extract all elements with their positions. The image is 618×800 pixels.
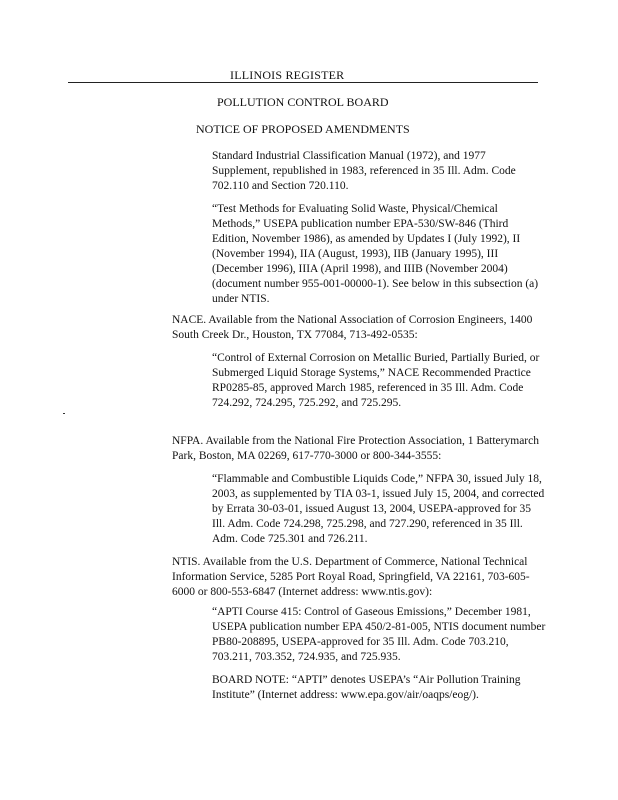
apti-course-paragraph: “APTI Course 415: Control of Gaseous Emissions,” December 1981, USEPA publication number EPA 450/2-81-005, NTIS document number PB80-208895, USEPA-approved for 35 Ill. Adm. Code 703.210, 703.211, 703.352, 724.935, and 725.935. <box>212 606 546 663</box>
nfpa-paragraph: NFPA. Available from the National Fire Protection Association, 1 Batterymarch Park, Boston, MA 02269, 617-770-3000 or 800-344-3555: <box>172 435 539 462</box>
ntis-paragraph: NTIS. Available from the U.S. Department of Commerce, National Technical Information Service, 5285 Port Royal Road, Springfield, VA 22161, 703-605-6000 or 800-553-6847 (Internet address: www.ntis.gov): <box>172 556 530 598</box>
test-methods-paragraph: “Test Methods for Evaluating Solid Waste, Physical/Chemical Methods,” USEPA publication number EPA-530/SW-846 (Third Edition, November 1986), as amended by Updates I (July 1992), II (November 1994), IIA (August, 1993), IIB (January 1995), III (December 1996), IIIA (April 1998), and IIIB (November 2004) (document number 955-001-00000-1). See below in this subsection (a) under NTIS. <box>212 203 539 305</box>
header-rule <box>68 82 538 83</box>
notice-title: NOTICE OF PROPOSED AMENDMENTS <box>196 122 410 136</box>
scan-speck <box>63 413 65 414</box>
nfpa-code-paragraph: “Flammable and Combustible Liquids Code,” NFPA 30, issued July 18, 2003, as supplemented by TIA 03-1, issued July 15, 2004, and corrected by Errata 30-03-01, issued August 13, 2004, USEPA-approved for 35 Ill. Adm. Code 724.298, 725.298, and 727.290, referenced in 35 Ill. Adm. Code 725.301 and 726.211. <box>212 473 545 545</box>
nace-practice-paragraph: “Control of External Corrosion on Metallic Buried, Partially Buried, or Submerged Liquid Storage Systems,” NACE Recommended Practice RP0285-85, approved March 1985, referenced in 35 Ill. Adm. Code 724.292, 724.295, 725.292, and 725.295. <box>212 352 540 409</box>
sic-manual-paragraph: Standard Industrial Classification Manual (1972), and 1977 Supplement, republished in 1983, referenced in 35 Ill. Adm. Code 702.110 and Section 720.110. <box>212 150 516 192</box>
nace-paragraph: NACE. Available from the National Association of Corrosion Engineers, 1400 South Creek Dr., Houston, TX 77084, 713-492-0535: <box>172 314 533 341</box>
register-header: ILLINOIS REGISTER <box>230 68 345 82</box>
board-note-paragraph: BOARD NOTE: “APTI” denotes USEPA’s “Air Pollution Training Institute” (Internet address: www.epa.gov/air/oaqps/eog/). <box>212 674 521 701</box>
agency-title: POLLUTION CONTROL BOARD <box>217 95 389 109</box>
